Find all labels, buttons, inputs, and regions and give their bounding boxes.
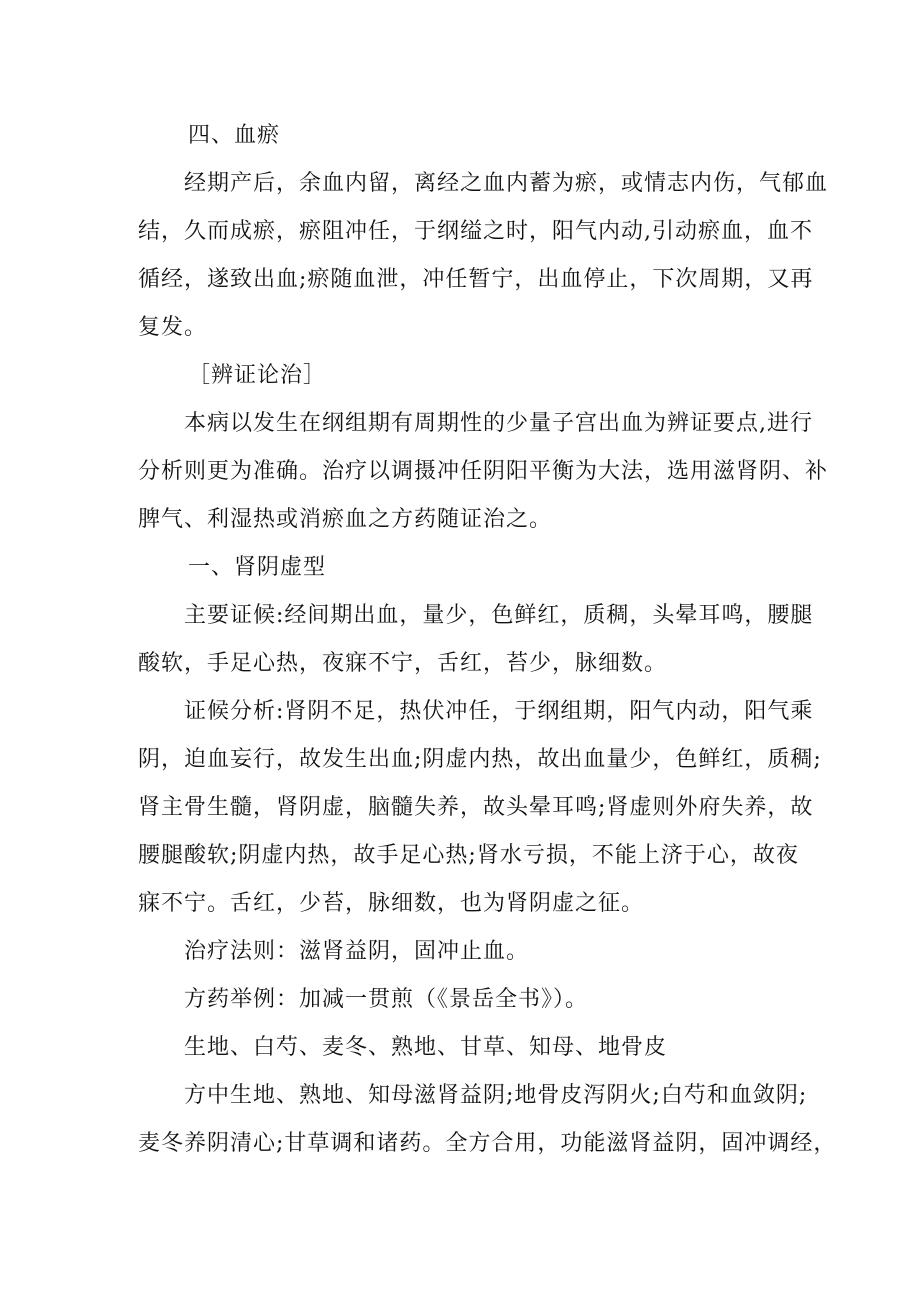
document-page <box>138 112 837 1168</box>
paragraph-line: 分析则更为准确。治疗以调摄冲任阴阳平衡为大法，选用滋肾阴、补 <box>138 459 829 484</box>
explanation-line: 麦冬养阴清心;甘草调和诸药。全方合用，功能滋肾益阴，固冲调经， <box>138 1131 837 1156</box>
paragraph-line: 循经，遂致出血;瘀随血泄，冲任暂宁，出血停止，下次周期，又再 <box>138 267 814 292</box>
explanation-line: 方中生地、熟地、知母滋肾益阴;地骨皮泻阴火;白芍和血敛阴; <box>184 1083 808 1108</box>
type1-heading: 一、肾阴虚型 <box>188 555 327 580</box>
symptoms-line: 主要证候:经间期出血，量少，色鲜红，质稠，头晕耳鸣，腰腿 <box>184 603 814 628</box>
treatment-principle: 治疗法则：滋肾益阴，固冲止血。 <box>184 939 530 964</box>
formula-example: 方药举例：加减一贯煎（《景岳全书》）。 <box>184 987 589 1012</box>
ingredients-list: 生地、白芍、麦冬、熟地、甘草、知母、地骨皮 <box>184 1035 668 1060</box>
paragraph-line: 复发。 <box>138 315 208 340</box>
paragraph-line: 结，久而成瘀，瘀阻冲任，于纲缢之时，阳气内动,引动瘀血，血不 <box>138 219 813 244</box>
symptoms-line: 酸软，手足心热，夜寐不宁，舌红，苔少，脉细数。 <box>138 651 668 676</box>
paragraph-line: 脾气、利湿热或消瘀血之方药随证治之。 <box>138 507 553 532</box>
analysis-line: 寐不宁。舌红，少苔，脉细数，也为肾阴虚之征。 <box>138 891 645 916</box>
bianzheng-heading: ［辨证论治］ <box>188 363 327 388</box>
paragraph-line: 本病以发生在纲组期有周期性的少量子宫出血为辨证要点,进行 <box>184 411 813 436</box>
analysis-line: 肾主骨生髓，肾阴虚，脑髓失养，故头晕耳鸣;肾虚则外府失养，故 <box>138 795 814 820</box>
analysis-line: 阴，迫血妄行，故发生出血;阴虚内热，故出血量少，色鲜红，质稠; <box>138 747 822 772</box>
paragraph-line: 经期产后，余血内留，离经之血内蓄为瘀，或情志内伤，气郁血 <box>184 171 829 196</box>
analysis-line: 腰腿酸软;阴虚内热，故手足心热;肾水亏损，不能上济于心，故夜 <box>138 843 799 868</box>
analysis-line: 证候分析:肾阴不足，热伏冲任，于纲组期，阳气内动，阳气乘 <box>184 699 814 724</box>
section-heading: 四、血瘀 <box>188 123 281 148</box>
